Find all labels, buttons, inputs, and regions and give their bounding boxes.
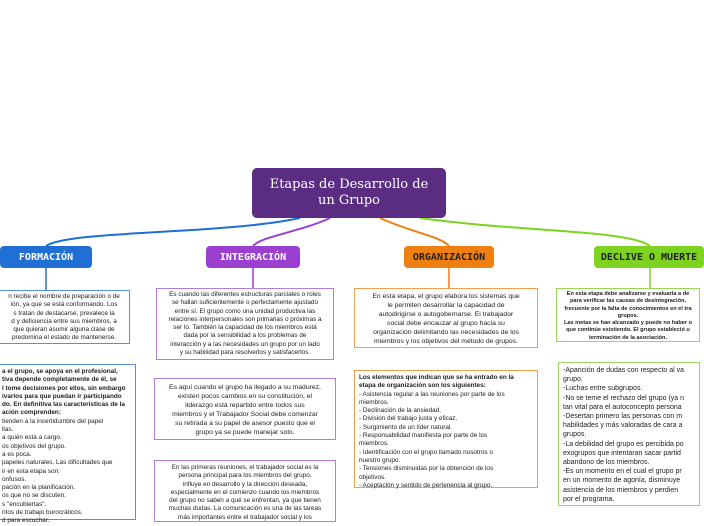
- text-line: miembros y los objetivos del método de grupos.: [374, 338, 518, 345]
- text-line: del grupo no saben a qué se enfrentan, ya que tienen: [169, 497, 321, 505]
- text-line: especialmente en el comienzo cuando los miembros: [170, 488, 320, 496]
- text-line: - Aceptación y sentido de pertenencia al grupo.: [359, 481, 493, 489]
- text-line: interacción y a las necesidades un grupo por un lado: [170, 340, 320, 348]
- text-line: objetivos.: [359, 473, 386, 481]
- text-line: miembros.: [359, 440, 389, 448]
- text-line: grupo.: [563, 376, 583, 384]
- text-line: tan vital para el autoconcepto persona: [563, 403, 682, 411]
- integracion-meetings-box[interactable]: [154, 460, 336, 522]
- text-line: os que no se discuten.: [2, 492, 66, 500]
- formacion-definition-box[interactable]: [0, 290, 130, 344]
- text-line: nuestro grupo.: [359, 456, 401, 464]
- text-line: exogrupos que intentaran sacar partid: [563, 449, 681, 457]
- organizacion-elements-box[interactable]: [354, 370, 538, 488]
- text-line: ión, ya que se está conformando. Los: [10, 301, 118, 309]
- text-line: - Asistencia regular a las reuniones por parte de los: [359, 390, 505, 398]
- text-line: predomina el estado de mantenerse.: [11, 334, 117, 342]
- text-line: ivarlos para que puedan ir participando: [2, 392, 122, 400]
- text-line: pación en la planificación.: [2, 484, 76, 492]
- text-line: -Desertan primero las personas con m: [563, 413, 683, 421]
- text-line: do. En definitiva las características de la: [2, 401, 125, 409]
- text-line: asistencia de los miembros y perdien: [563, 486, 679, 494]
- topic-organizacion[interactable]: ORGANIZACIÓN: [404, 246, 494, 268]
- text-line: grupos.: [563, 431, 587, 439]
- text-line: grupo ya se puede manejar solo.: [195, 429, 295, 436]
- text-line: se hallan suficientemente o perfectamente ajustado: [171, 299, 318, 307]
- text-line: -Luchas entre subgrupos.: [563, 385, 643, 393]
- text-line: su retirada a su papel de asesor puesto que el: [175, 420, 315, 427]
- text-line: que continúe existiendo. El grupo estableció u: [566, 327, 690, 334]
- text-line: grupos.: [617, 312, 639, 319]
- text-line: Las metas se han alcanzado y puede no haber o: [563, 320, 693, 327]
- text-line: d para escuchar.: [2, 517, 50, 525]
- text-line: social debe encauzar al grupo hacia su: [387, 320, 505, 327]
- text-line: - Surgimiento de un líder natural.: [359, 423, 453, 431]
- text-line: a el grupo, se apoya en el profesional,: [2, 368, 118, 375]
- integracion-maturity-box[interactable]: [154, 378, 336, 440]
- text-line: -Es un momento en el cual el grupo pr: [563, 468, 682, 476]
- text-line: d y deficiencia entre sus miembros, a: [11, 317, 117, 325]
- text-line: organización delimitando las necesidades de los: [373, 329, 519, 336]
- text-line: En esta etapa debe analizarse y evaluarla a de: [566, 291, 690, 297]
- text-line: onfusos.: [2, 475, 27, 483]
- text-line: Es cuando las diferentes estructuras parciales o roles: [169, 291, 321, 298]
- text-line: -No se teme el rechazo del grupo (ya n: [563, 394, 685, 402]
- text-line: l tome decisiones por ellos, sin embargo: [2, 384, 126, 392]
- central-topic[interactable]: Etapas de Desarrollo de un Grupo: [252, 168, 446, 218]
- text-line: - Responsabilidad manifiesta por parte de los: [359, 432, 488, 440]
- text-line: ir en esta etapa son:: [2, 467, 60, 475]
- text-line: dada por la sensibilidad a los problemas de: [183, 332, 307, 340]
- text-line: - División del trabajo justa y eficaz.: [359, 415, 458, 423]
- text-line: tienden a la incertidumbre del papel: [2, 417, 104, 425]
- text-line: por el programa.: [563, 495, 615, 503]
- formacion-characteristics-box[interactable]: [0, 364, 136, 525]
- organizacion-definition-box[interactable]: [354, 288, 538, 348]
- text-line: Los elementos que indican que se ha entrado en la: [359, 374, 514, 381]
- text-line: y su habilidad para resolverlos y satisfacerlos.: [179, 349, 311, 357]
- text-line: miembros y el Trabajador Social debe comenzar: [172, 411, 318, 418]
- text-line: - Tensiones disminuidas por la obtención de los: [359, 465, 494, 473]
- text-line: le permiten desarrollar la capacidad de: [387, 302, 505, 309]
- text-line: autodirigirse o autogobernarse. El trabajador: [378, 311, 514, 318]
- text-line: os objetivos del grupo.: [2, 442, 66, 450]
- declive-evaluation-box[interactable]: [556, 288, 700, 342]
- text-line: más importantes entre el trabajador social y los: [178, 513, 312, 521]
- text-line: a quién está a cargo.: [2, 434, 62, 442]
- declive-signs-box[interactable]: [558, 362, 700, 506]
- text-line: ntos de trabajo burocráticos.: [2, 509, 83, 517]
- text-line: en un momento de agonía, disminuye: [563, 477, 681, 485]
- topic-integracion[interactable]: INTEGRACIÓN: [206, 246, 300, 268]
- text-line: entre sí. El grupo como una unidad productiva las: [174, 307, 316, 315]
- text-line: - Declinación de la ansiedad.: [359, 407, 442, 415]
- text-line: ación comprenden:: [2, 409, 61, 417]
- text-line: s "encubiertas".: [2, 500, 47, 508]
- text-line: etapa de organización son los siguientes:: [359, 382, 486, 390]
- text-line: existen pocos cambios en su constitución, el: [177, 393, 313, 400]
- text-line: -La debilidad del grupo es percibida po: [563, 440, 684, 448]
- text-line: para verificar las causas de desintegración,: [570, 298, 686, 305]
- text-line: terminación de la asociación.: [588, 334, 668, 341]
- text-line: liderazgo está repartido entre todos sus: [185, 402, 305, 409]
- text-line: persona principal para los miembros del grupo,: [178, 472, 312, 480]
- text-line: muchas dudas. La comunicación es una de las tareas: [168, 505, 322, 513]
- text-line: -Aparición de dudas con respecto al va: [563, 367, 685, 374]
- text-line: - Identificación con el grupo llamado nosotros o: [359, 448, 493, 456]
- text-line: s tratan de destacarse, prevalece la: [13, 309, 115, 317]
- text-line: a es poca.: [2, 450, 32, 458]
- text-line: Es aquí cuando el grupo ha llegado a su madurez,: [169, 384, 321, 391]
- text-line: papeles naturales. Las dificultades que: [2, 459, 113, 467]
- text-line: que quieran asumir alguna clase de: [13, 326, 115, 334]
- topic-formacion[interactable]: FORMACIÓN: [0, 246, 92, 268]
- text-line: tiva depende completamente de él, se: [2, 376, 117, 384]
- text-line: En esta etapa, el grupo elabora los sistemas que: [372, 293, 520, 300]
- text-line: influye en desarrollo y la dirección deseada,: [182, 480, 308, 488]
- text-line: n recibe el nombre de preparación o de: [8, 293, 120, 300]
- text-line: ser lo. También la capacidad de los miembros está: [173, 324, 317, 332]
- text-line: abandono de los miembros.: [563, 459, 650, 467]
- text-line: En las primeras reuniones, el trabajador social es la: [171, 464, 319, 471]
- integracion-definition-box[interactable]: [156, 288, 334, 360]
- text-line: llas.: [2, 426, 14, 434]
- text-line: relaciones interpersonales son primarias o próximas a: [168, 315, 322, 323]
- text-line: frecuente por la falta de conocimientos en el tra: [564, 305, 692, 312]
- text-line: miembros.: [359, 398, 389, 406]
- text-line: habilidades y más valoradas de cara a: [563, 422, 683, 430]
- topic-declive-o-muerte[interactable]: DECLIVE O MUERTE: [594, 246, 704, 268]
